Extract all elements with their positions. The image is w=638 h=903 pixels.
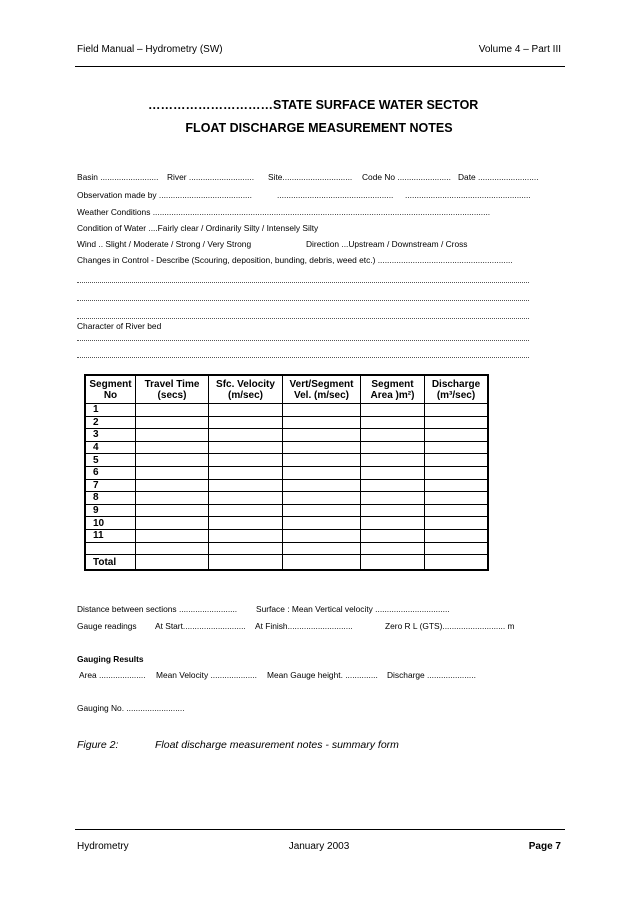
table-row — [85, 542, 488, 555]
entry-cell[interactable] — [361, 504, 425, 517]
col-segment-no: Segment No — [85, 375, 136, 404]
entry-cell[interactable] — [209, 429, 283, 442]
entry-cell[interactable] — [425, 454, 489, 467]
segment-no-cell: 3 — [85, 429, 136, 442]
entry-cell[interactable] — [136, 542, 209, 555]
header-rule — [75, 66, 565, 67]
river-field[interactable]: River ............................ — [167, 172, 255, 182]
col-travel-time: Travel Time (secs) — [136, 375, 209, 404]
entry-cell[interactable] — [283, 404, 361, 417]
table-row — [85, 504, 488, 517]
entry-cell[interactable] — [136, 441, 209, 454]
entry-cell[interactable] — [209, 479, 283, 492]
entry-cell[interactable] — [136, 466, 209, 479]
discharge-field[interactable]: Discharge ..................... — [387, 670, 476, 680]
entry-cell[interactable] — [425, 404, 489, 417]
entry-cell[interactable] — [136, 504, 209, 517]
segment-no-cell: 6 — [85, 466, 136, 479]
river-bed-label: Character of River bed — [77, 321, 162, 331]
entry-cell[interactable] — [361, 529, 425, 542]
entry-cell[interactable] — [361, 492, 425, 505]
title-form: FLOAT DISCHARGE MEASUREMENT NOTES — [185, 121, 453, 135]
col-segment-area: Segment Area )m²) — [361, 375, 425, 404]
entry-cell[interactable] — [209, 404, 283, 417]
entry-cell[interactable] — [361, 542, 425, 555]
blank-line[interactable] — [77, 318, 529, 319]
total-cell[interactable] — [425, 555, 489, 571]
footer-left: Hydrometry — [77, 841, 129, 852]
entry-cell[interactable] — [283, 542, 361, 555]
entry-cell[interactable] — [283, 492, 361, 505]
entry-cell[interactable] — [425, 466, 489, 479]
total-cell[interactable] — [209, 555, 283, 571]
table-header-row — [85, 375, 488, 404]
entry-cell[interactable] — [425, 429, 489, 442]
table-row — [85, 454, 488, 467]
entry-cell[interactable] — [136, 529, 209, 542]
entry-cell[interactable] — [136, 517, 209, 530]
entry-cell[interactable] — [283, 466, 361, 479]
col-sfc-velocity: Sfc. Velocity (m/sec) — [209, 375, 283, 404]
entry-cell[interactable] — [209, 466, 283, 479]
entry-cell[interactable] — [136, 416, 209, 429]
blank-line[interactable] — [77, 357, 529, 358]
segment-no-cell: 11 — [85, 529, 136, 542]
entry-cell[interactable] — [209, 529, 283, 542]
page-number: Page 7 — [528, 841, 561, 852]
code-no-field[interactable]: Code No ....................... — [362, 172, 451, 182]
total-cell[interactable] — [283, 555, 361, 571]
figure-caption: Float discharge measurement notes - summary form — [155, 739, 399, 751]
segment-table — [84, 374, 489, 571]
segment-no-cell: 1 — [85, 404, 136, 417]
entry-cell[interactable] — [283, 529, 361, 542]
table-row — [85, 479, 488, 492]
segment-no-cell: 7 — [85, 479, 136, 492]
entry-cell[interactable] — [283, 416, 361, 429]
total-row — [85, 555, 488, 571]
header-right: Volume 4 – Part III — [478, 44, 561, 55]
table-row — [85, 404, 488, 417]
segment-no-cell: 2 — [85, 416, 136, 429]
date-field[interactable]: Date .......................... — [458, 172, 539, 182]
entry-cell[interactable] — [136, 492, 209, 505]
mean-velocity-field[interactable]: Mean Velocity .................... — [156, 670, 258, 680]
segment-no-cell: 10 — [85, 517, 136, 530]
entry-cell[interactable] — [209, 517, 283, 530]
entry-cell[interactable] — [136, 429, 209, 442]
entry-cell[interactable] — [283, 454, 361, 467]
entry-cell[interactable] — [425, 479, 489, 492]
table-row — [85, 492, 488, 505]
entry-cell[interactable] — [283, 479, 361, 492]
segment-no-cell: 4 — [85, 441, 136, 454]
observation-field[interactable]: Observation made by ........................................ — [77, 190, 253, 200]
entry-cell[interactable] — [361, 416, 425, 429]
segment-no-cell: 5 — [85, 454, 136, 467]
entry-cell[interactable] — [361, 441, 425, 454]
footer-rule — [75, 829, 565, 830]
entry-cell[interactable] — [425, 492, 489, 505]
total-cell[interactable] — [136, 555, 209, 571]
col-discharge: Discharge (m³/sec) — [425, 375, 489, 404]
entry-cell[interactable] — [361, 454, 425, 467]
entry-cell[interactable] — [283, 441, 361, 454]
blank-line[interactable] — [77, 300, 529, 301]
entry-cell[interactable] — [209, 492, 283, 505]
entry-cell[interactable] — [209, 441, 283, 454]
total-label: Total — [85, 555, 136, 571]
entry-cell[interactable] — [425, 504, 489, 517]
observation-field-2[interactable]: .................................................. — [277, 190, 394, 200]
wind-field[interactable]: Wind .. Slight / Moderate / Strong / Very Strong — [77, 239, 252, 249]
distance-field[interactable]: Distance between sections ......................... — [77, 604, 238, 614]
at-finish-field[interactable]: At Finish............................ — [255, 621, 353, 631]
segment-no-cell — [85, 542, 136, 555]
at-start-field[interactable]: At Start........................... — [155, 621, 246, 631]
zero-rl-field[interactable]: Zero R L (GTS)........................... m — [385, 621, 515, 631]
basin-field[interactable]: Basin ......................... — [77, 172, 159, 182]
surface-velocity-field[interactable]: Surface : Mean Vertical velocity ................................ — [256, 604, 450, 614]
gauge-readings-label: Gauge readings — [77, 621, 137, 631]
table-row — [85, 529, 488, 542]
segment-no-cell: 9 — [85, 504, 136, 517]
entry-cell[interactable] — [283, 517, 361, 530]
title-sector: …………………………STATE SURFACE WATER SECTOR — [148, 98, 479, 112]
entry-cell[interactable] — [209, 416, 283, 429]
changes-field[interactable]: Changes in Control - Describe (Scouring, deposition, bunding, debris, weed etc.) .......................................................... — [77, 255, 513, 265]
footer-center: January 2003 — [288, 841, 350, 852]
entry-cell[interactable] — [361, 479, 425, 492]
entry-cell[interactable] — [425, 542, 489, 555]
col-vert-segment: Vert/Segment Vel. (m/sec) — [283, 375, 361, 404]
blank-line[interactable] — [77, 340, 529, 341]
segment-no-cell: 8 — [85, 492, 136, 505]
entry-cell[interactable] — [136, 454, 209, 467]
entry-cell[interactable] — [425, 416, 489, 429]
entry-cell[interactable] — [361, 429, 425, 442]
figure-label: Figure 2: — [77, 739, 119, 751]
entry-cell[interactable] — [361, 466, 425, 479]
table-row — [85, 441, 488, 454]
mean-gauge-field[interactable]: Mean Gauge height. .............. — [267, 670, 378, 680]
gauging-no-field[interactable]: Gauging No. ......................... — [77, 703, 185, 713]
entry-cell[interactable] — [361, 517, 425, 530]
total-cell[interactable] — [361, 555, 425, 571]
entry-cell[interactable] — [425, 529, 489, 542]
entry-cell[interactable] — [361, 404, 425, 417]
observation-field-3[interactable]: ...................................................... — [405, 190, 531, 200]
table-row — [85, 416, 488, 429]
entry-cell[interactable] — [209, 542, 283, 555]
gauging-results-heading: Gauging Results — [77, 654, 144, 664]
entry-cell[interactable] — [425, 517, 489, 530]
entry-cell[interactable] — [209, 504, 283, 517]
blank-line[interactable] — [77, 282, 529, 283]
table-row — [85, 429, 488, 442]
entry-cell[interactable] — [136, 404, 209, 417]
table-row — [85, 517, 488, 530]
entry-cell[interactable] — [209, 454, 283, 467]
entry-cell[interactable] — [425, 441, 489, 454]
direction-field[interactable]: Direction ...Upstream / Downstream / Cross — [306, 239, 468, 249]
condition-field[interactable]: Condition of Water ....Fairly clear / Ordinarily Silty / Intensely Silty — [77, 223, 319, 233]
weather-field[interactable]: Weather Conditions ................................................................................................................................................. — [77, 207, 491, 217]
entry-cell[interactable] — [283, 429, 361, 442]
table-row — [85, 466, 488, 479]
entry-cell[interactable] — [283, 504, 361, 517]
area-field[interactable]: Area .................... — [79, 670, 146, 680]
entry-cell[interactable] — [136, 479, 209, 492]
site-field[interactable]: Site.............................. — [268, 172, 353, 182]
header-left: Field Manual – Hydrometry (SW) — [77, 44, 223, 55]
